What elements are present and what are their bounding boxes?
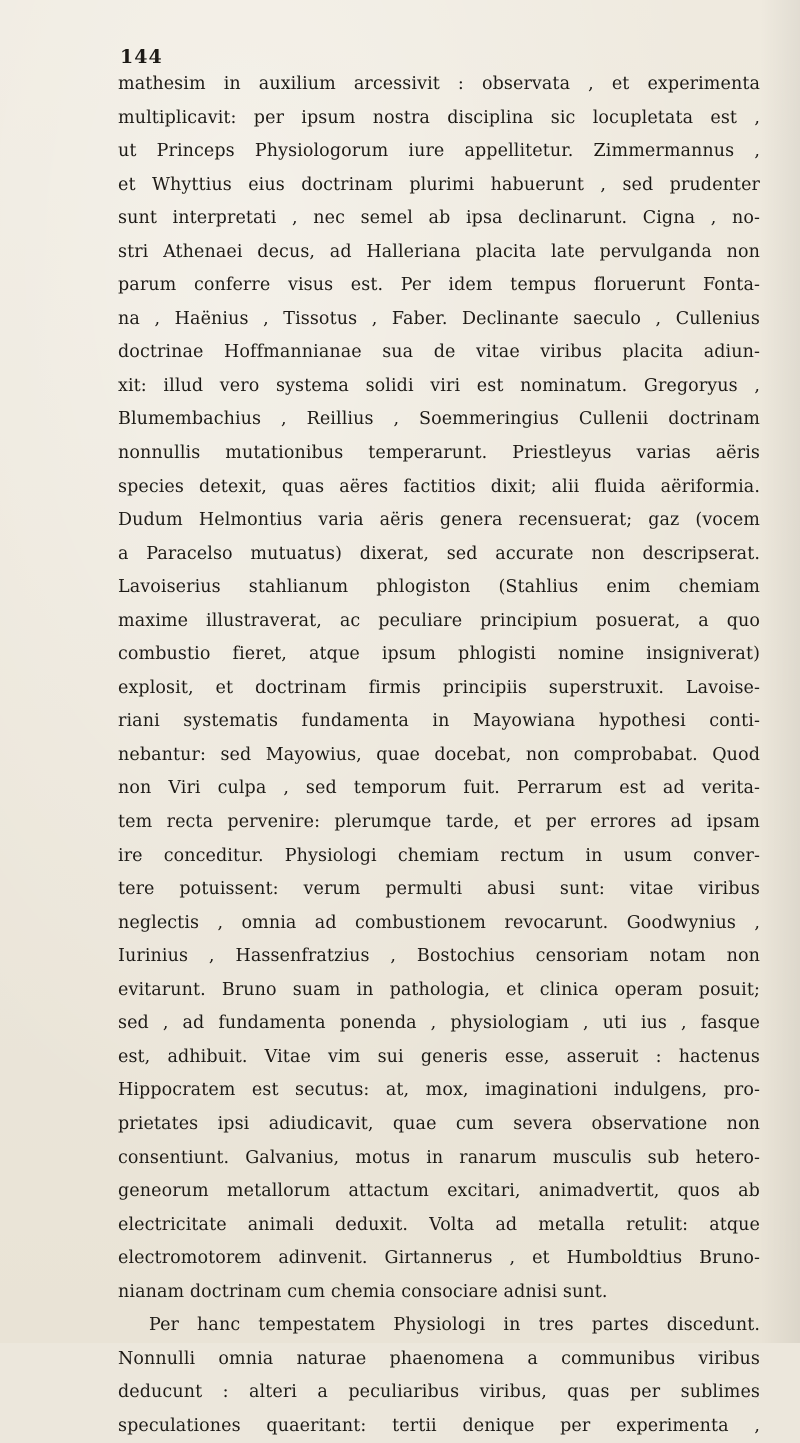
- text-line: nonnullis mutationibus temperarunt. Priestleyus varias aëris: [118, 443, 760, 464]
- text-line: evitarunt. Bruno suam in pathologia, et clinica operam posuit;: [118, 979, 760, 1000]
- text-line: Hippocratem est secutus: at, mox, imaginationi indulgens, pro-: [118, 1080, 760, 1101]
- text-line: et Whyttius eius doctrinam plurimi habuerunt , sed prudenter: [118, 174, 760, 195]
- text-line: est, adhibuit. Vitae vim sui generis esse, asseruit : hactenus: [118, 1046, 760, 1067]
- text-line: speculationes quaeritant: tertii denique per experimenta ,: [118, 1415, 760, 1436]
- text-line: sed , ad fundamenta ponenda , physiologiam , uti ius , fasque: [118, 1013, 760, 1034]
- text-line: nianam doctrinam cum chemia consociare adnisi sunt.: [118, 1281, 608, 1302]
- text-line: non Viri culpa , sed temporum fuit. Perrarum est ad verita-: [118, 778, 760, 799]
- text-line: Nonnulli omnia naturae phaenomena a communibus viribus: [118, 1348, 760, 1369]
- text-line: deducunt : alteri a peculiaribus viribus, quas per sublimes: [118, 1382, 760, 1403]
- text-line: neglectis , omnia ad combustionem revocarunt. Goodwynius ,: [118, 912, 760, 933]
- page-edge-shadow: [760, 0, 800, 1343]
- text-line: a Paracelso mutuatus) dixerat, sed accurate non descripserat.: [118, 543, 760, 564]
- text-line: tere potuissent: verum permulti abusi sunt: vitae viribus: [118, 879, 760, 900]
- text-line: xit: illud vero systema solidi viri est nominatum. Gregoryus ,: [118, 375, 760, 396]
- text-line: combustio fieret, atque ipsum phlogisti nomine insigniverat): [118, 644, 760, 665]
- text-line: species detexit, quas aëres factitios dixit; alii fluida aëriformia.: [118, 476, 760, 497]
- text-line: prietates ipsi adiudicavit, quae cum severa observatione non: [118, 1113, 760, 1134]
- text-line: geneorum metallorum attactum excitari, animadvertit, quos ab: [118, 1181, 760, 1202]
- text-line: Per hanc tempestatem Physiologi in tres partes discedunt.: [149, 1315, 760, 1336]
- text-line: nebantur: sed Mayowius, quae docebat, non comprobabat. Quod: [118, 744, 760, 765]
- text-line: ire conceditur. Physiologi chemiam rectum in usum conver-: [118, 845, 760, 866]
- text-line: doctrinae Hoffmannianae sua de vitae viribus placita adiun-: [118, 342, 760, 363]
- text-line: Dudum Helmontius varia aëris genera recensuerat; gaz (vocem: [118, 510, 760, 531]
- text-line: parum conferre visus est. Per idem tempus floruerunt Fonta-: [118, 275, 760, 296]
- text-line: maxime illustraverat, ac peculiare principium posuerat, a quo: [118, 610, 760, 631]
- text-line: consentiunt. Galvanius, motus in ranarum musculis sub hetero-: [118, 1147, 760, 1168]
- text-line: electromotorem adinvenit. Girtannerus , et Humboldtius Bruno-: [118, 1248, 760, 1269]
- text-line: Blumembachius , Reillius , Soemmeringius Cullenii doctrinam: [118, 409, 760, 430]
- text-line: Lavoiserius stahlianum phlogiston (Stahlius enim chemiam: [118, 577, 760, 598]
- text-line: Iurinius , Hassenfratzius , Bostochius censoriam notam non: [118, 946, 760, 967]
- text-line: sunt interpretati , nec semel ab ipsa declinarunt. Cigna , no-: [118, 208, 760, 229]
- text-line: multiplicavit: per ipsum nostra disciplina sic locupletata est ,: [118, 107, 760, 128]
- body-text: [118, 68, 760, 1443]
- text-line: explosit, et doctrinam firmis principiis superstruxit. Lavoise-: [118, 677, 760, 698]
- text-line: na , Haënius , Tissotus , Faber. Declinante saeculo , Cullenius: [118, 308, 760, 329]
- text-line: mathesim in auxilium arcessivit : observata , et experimenta: [118, 74, 760, 94]
- text-line: riani systematis fundamenta in Mayowiana hypothesi conti-: [118, 711, 760, 732]
- page-number: 144: [120, 46, 163, 68]
- text-line: ut Princeps Physiologorum iure appellitetur. Zimmermannus ,: [118, 141, 760, 162]
- text-line: electricitate animali deduxit. Volta ad metalla retulit: atque: [118, 1214, 760, 1235]
- text-line: stri Athenaei decus, ad Halleriana placita late pervulganda non: [118, 241, 760, 262]
- text-line: tem recta pervenire: plerumque tarde, et per errores ad ipsam: [118, 812, 760, 833]
